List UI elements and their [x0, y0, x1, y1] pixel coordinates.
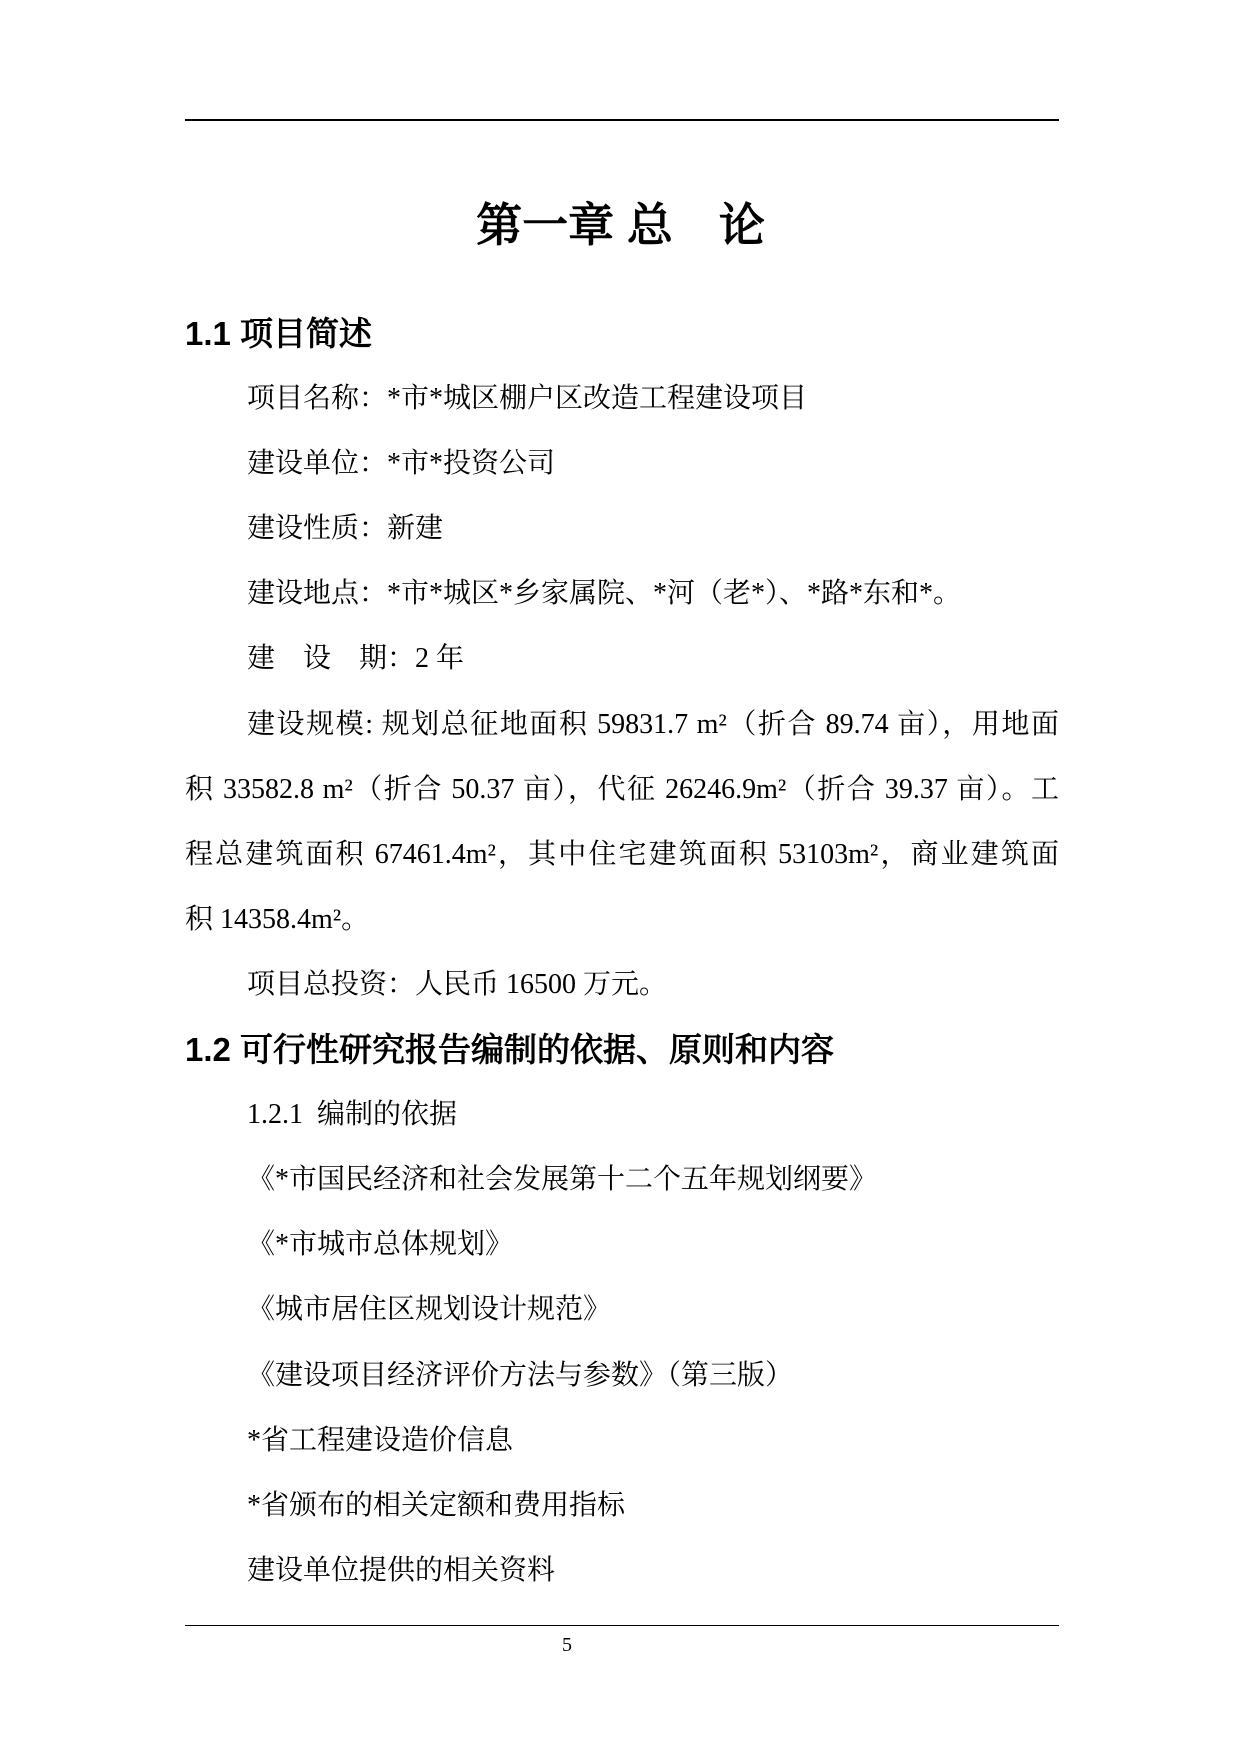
section-heading-1-1: 1.1 项目简述 [185, 315, 373, 352]
reference-item: 《*市城市总体规划》 [247, 1229, 514, 1261]
reference-item: *省颁布的相关定额和费用指标 [247, 1489, 626, 1521]
page-number: 5 [562, 1634, 572, 1656]
reference-item: 建设单位提供的相关资料 [247, 1554, 556, 1586]
reference-item: 《建设项目经济评价方法与参数》（第三版） [247, 1359, 794, 1391]
project-name-line: 项目名称：*市*城区棚户区改造工程建设项目 [247, 383, 808, 415]
construction-period-line: 建 设 期：2 年 [247, 643, 465, 675]
footer-rule [185, 1625, 1059, 1626]
construction-location-line: 建设地点：*市*城区*乡家属院、*河（老*）、*路*东和*。 [247, 578, 962, 610]
reference-item: 《城市居住区规划设计规范》 [247, 1294, 612, 1326]
header-rule [185, 119, 1059, 121]
construction-unit-line: 建设单位：*市*投资公司 [247, 448, 556, 480]
construction-scale-line-2: 积 33582.8 m²（折合 50.37 亩），代征 26246.9m²（折合 39.37 亩）。工 [185, 773, 1059, 805]
reference-item: 《*市国民经济和社会发展第十二个五年规划纲要》 [247, 1164, 878, 1196]
subsection-heading-1-2-1: 1.2.1 编制的依据 [247, 1099, 458, 1131]
construction-nature-line: 建设性质：新建 [247, 513, 444, 545]
construction-scale-line-1: 建设规模: 规划总征地面积 59831.7 m²（折合 89.74 亩），用地面 [247, 708, 1059, 740]
construction-scale-line-4: 积 14358.4m²。 [185, 903, 370, 935]
section-heading-1-2: 1.2 可行性研究报告编制的依据、原则和内容 [185, 1031, 835, 1069]
construction-scale-line-3: 程总建筑面积 67461.4m²，其中住宅建筑面积 53103m²，商业建筑面 [185, 838, 1059, 870]
reference-item: *省工程建设造价信息 [247, 1424, 514, 1456]
page-content [185, 301, 1059, 1603]
total-investment-line: 项目总投资：人民币 16500 万元。 [247, 968, 668, 1000]
chapter-title: 第一章 总 论 [476, 199, 765, 251]
